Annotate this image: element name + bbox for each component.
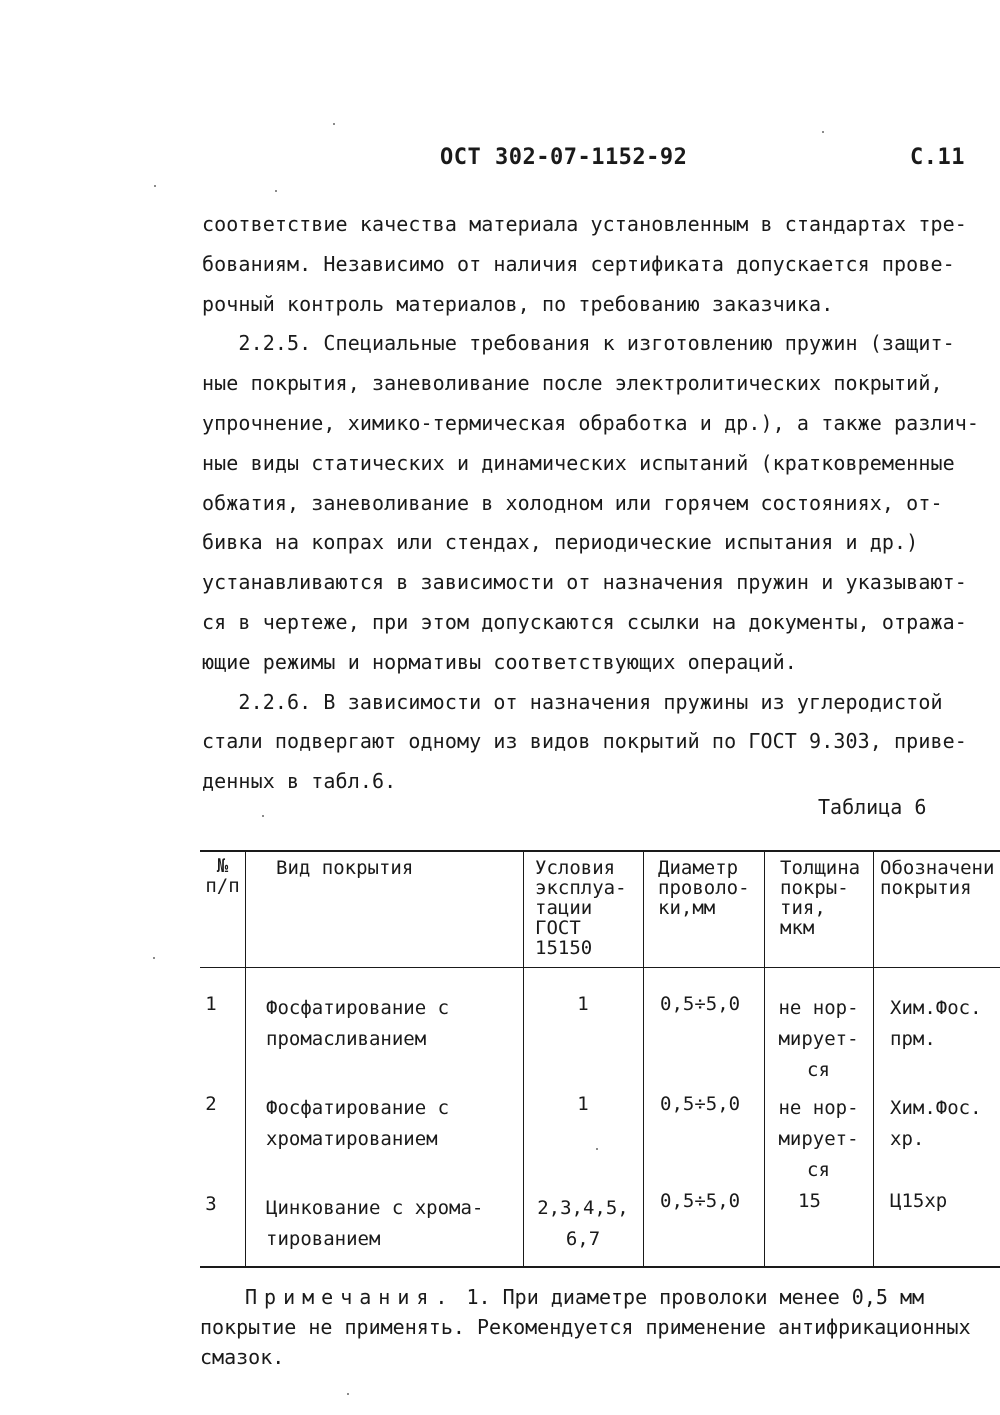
row-3-thickness: 15 [798, 1190, 821, 1212]
notes-line [200, 1282, 995, 1312]
row-2-conditions: 1 [577, 1093, 589, 1115]
column-divider [245, 850, 246, 1268]
coating-table [200, 850, 1000, 1268]
text-line: денных в табл.6. [202, 769, 397, 794]
table-bottom-border [200, 1266, 1000, 1268]
notes-line: покрытие не применять. Рекомендуется применение антифрикационных [200, 1315, 971, 1339]
row-1-thickness: не нор- мирует- ся [778, 997, 859, 1081]
column-divider [764, 850, 765, 1268]
text-line: бованиям. Независимо от наличия сертификата допускается прове- [202, 251, 955, 276]
header-conditions: Условия эксплуа- тации ГОСТ 15150 [535, 857, 627, 959]
text-line: ющие режимы и нормативы соответствующих операций. [202, 649, 797, 674]
notes-label: Примечания. [245, 1285, 455, 1309]
scan-speck [153, 957, 155, 959]
notes-line: смазок. [200, 1345, 285, 1369]
text-line: обжатия, заневоливание в холодном или горячем состояниях, от- [202, 490, 943, 515]
scan-speck [262, 815, 264, 817]
row-3-num: 3 [205, 1193, 217, 1215]
row-3-conditions: 2,3,4,5, 6,7 [537, 1197, 629, 1250]
text-line: упрочнение, химико-термическая обработка и др.), а также различ- [202, 410, 980, 435]
header-thickness: Толщина покры- тия, мкм [780, 857, 861, 939]
body-text [202, 205, 992, 802]
text-line: 2.2.6. В зависимости от назначения пружины из углеродистой [202, 689, 943, 714]
row-1-diameter: 0,5÷5,0 [660, 993, 741, 1015]
text-line: соответствие качества материала установленным в стандартах тре- [202, 212, 967, 236]
text-line: 2.2.5. Специальные требования к изготовлению пружин (защит- [202, 331, 955, 356]
row-3-type: Цинкование с хрома- тированием [266, 1197, 484, 1250]
table-header-separator [200, 967, 1000, 968]
notes-text: 1. При диаметре проволоки менее 0,5 мм [454, 1285, 925, 1309]
text-line: рочный контроль материалов, по требованию заказчика. [202, 291, 834, 316]
row-1-type: Фосфатирование с промасливанием [266, 997, 450, 1050]
row-2-designation: Хим.Фос. хр. [890, 1097, 982, 1150]
row-2-thickness: не нор- мирует- ся [778, 1097, 859, 1181]
row-3-designation: Ц15хр [890, 1190, 948, 1212]
header-diameter: Диаметр проволо- ки,мм [658, 857, 750, 919]
text-line: бивка на копрах или стендах, периодические испытания и др.) [202, 530, 919, 555]
header-num: № п/п [205, 855, 240, 897]
scan-speck [333, 123, 335, 125]
scan-speck [275, 190, 277, 192]
text-line: ся в чертеже, при этом допускаются ссылки на документы, отража- [202, 609, 967, 634]
row-2-type: Фосфатирование с хроматированием [266, 1097, 450, 1150]
page-number: С.11 [910, 145, 965, 170]
scan-speck [154, 185, 156, 187]
column-divider [643, 850, 644, 1268]
row-1-designation: Хим.Фос. прм. [890, 997, 982, 1050]
header-designation: Обозначени покрытия [880, 857, 995, 899]
text-line: ные покрытия, заневоливание после электролитических покрытий, [202, 371, 943, 396]
column-divider [873, 850, 874, 1268]
text-line: стали подвергают одному из видов покрытий по ГОСТ 9.303, приве- [202, 729, 967, 754]
row-3-diameter: 0,5÷5,0 [660, 1190, 741, 1212]
row-1-conditions: 1 [577, 993, 589, 1015]
table-top-border [200, 850, 1000, 852]
row-2-num: 2 [205, 1093, 217, 1115]
text-line: ные виды статических и динамических испытаний (кратковременные [202, 450, 955, 475]
text-line: устанавливаются в зависимости от назначения пружин и указывают- [202, 570, 967, 595]
row-2-diameter: 0,5÷5,0 [660, 1093, 741, 1115]
row-1-num: 1 [205, 993, 217, 1015]
document-number: ОСТ 302-07-1152-92 [440, 145, 688, 170]
scan-speck [596, 1148, 598, 1150]
table-caption: Таблица 6 [818, 795, 927, 819]
table-notes [200, 1282, 995, 1372]
scan-speck [822, 131, 824, 133]
header-type: Вид покрытия [276, 857, 414, 879]
scan-speck [347, 1393, 349, 1395]
